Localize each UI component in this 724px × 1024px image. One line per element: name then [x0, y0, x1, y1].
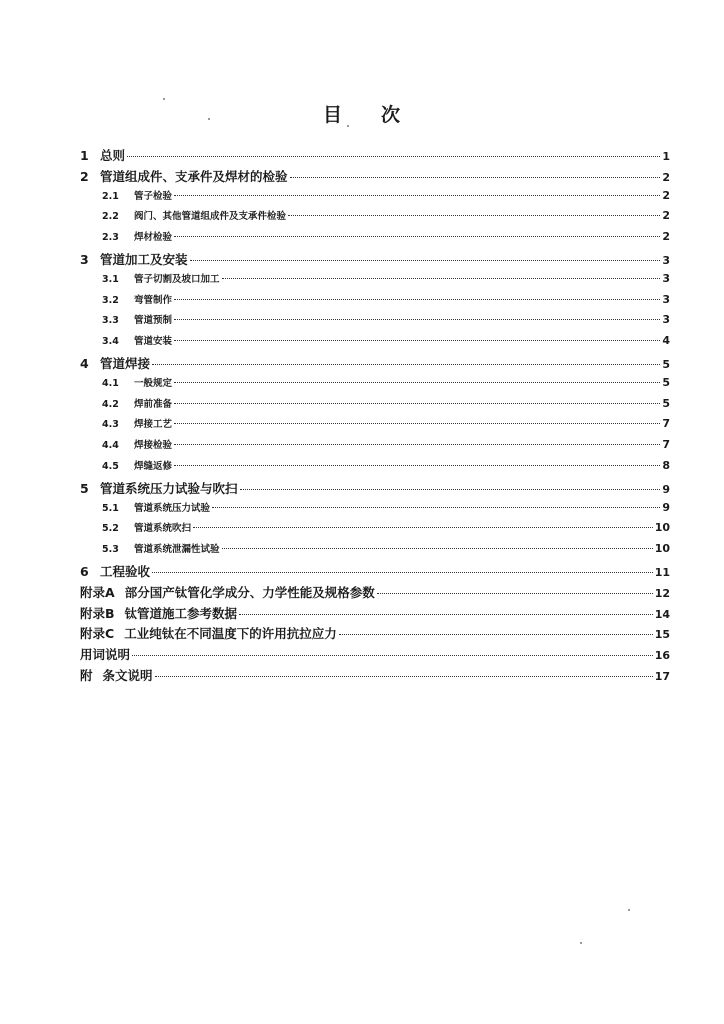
toc-entry-number: 6	[80, 563, 89, 579]
toc-entry-number: 4.3	[102, 419, 119, 431]
toc-entry-label: 管道组成件、支承件及焊材的检验	[100, 168, 288, 184]
toc-entry-label: 管道系统吹扫	[134, 523, 192, 535]
toc-entry-page-number: 3	[662, 313, 670, 327]
toc-entry-label: 钛管道施工参考数据	[124, 605, 238, 621]
toc-entry-label: 弯管制作	[134, 294, 173, 306]
toc-entry-label: 工程验收	[100, 563, 151, 579]
scan-speck	[163, 98, 165, 100]
page-title	[0, 100, 724, 127]
toc-entry-number: 4	[80, 355, 89, 371]
dot-leader	[132, 655, 653, 656]
toc-entry[interactable]	[80, 375, 670, 396]
toc-entry-page-number: 9	[662, 482, 670, 496]
toc-entry-page-number: 3	[662, 292, 670, 306]
toc-entry[interactable]	[80, 333, 670, 354]
toc-entry-number: 1	[80, 148, 89, 163]
toc-entry-number: 4.1	[102, 377, 119, 389]
toc-entry[interactable]	[80, 271, 670, 292]
toc-entry-page-number: 10	[654, 542, 670, 556]
toc-entry-page-number: 3	[662, 271, 670, 285]
toc-entry-label: 用词说明	[80, 647, 131, 663]
toc-entry[interactable]	[80, 666, 670, 687]
dot-leader	[174, 299, 660, 300]
dot-leader	[222, 548, 653, 549]
title-char-left: 目	[322, 104, 343, 126]
toc-entry-page-number: 7	[662, 417, 670, 431]
dot-leader	[127, 156, 660, 157]
dot-leader	[174, 319, 660, 320]
toc-entry-page-number: 12	[654, 586, 670, 600]
toc-entry-page-number: 2	[662, 209, 670, 223]
dot-leader	[190, 260, 660, 261]
toc-entry-number: 4.5	[102, 460, 119, 472]
dot-leader	[152, 364, 660, 365]
toc-entry-page-number: 4	[662, 334, 670, 348]
toc-entry-page-number: 8	[662, 458, 670, 472]
toc-entry-number: 附录B	[80, 605, 115, 621]
scan-speck	[580, 942, 582, 944]
toc-entry-label: 管道焊接	[100, 355, 151, 371]
toc-entry-page-number: 10	[654, 521, 670, 535]
toc-entry-number: 3	[80, 251, 89, 267]
toc-entry-number: 4.2	[102, 398, 119, 410]
toc-entry-page-number: 2	[662, 188, 670, 202]
toc-entry-number: 2.2	[102, 211, 119, 223]
toc-entry-label: 管道系统压力试验	[134, 502, 211, 514]
toc-entry[interactable]	[80, 229, 670, 250]
toc-entry[interactable]	[80, 208, 670, 229]
toc-entry-label: 管道系统泄漏性试验	[134, 544, 220, 556]
toc-entry-page-number: 5	[662, 375, 670, 389]
dot-leader	[174, 465, 660, 466]
toc-entry-page-number: 5	[662, 396, 670, 410]
toc-entry[interactable]	[80, 188, 670, 209]
toc-entry-label: 部分国产钛管化学成分、力学性能及规格参数	[124, 584, 375, 600]
dot-leader	[174, 195, 660, 196]
toc-entry-label: 条文说明	[102, 667, 153, 683]
dot-leader	[174, 340, 660, 341]
toc-entry-number: 3.4	[102, 336, 119, 348]
dot-leader	[377, 593, 653, 594]
dot-leader	[193, 527, 653, 528]
toc-entry[interactable]	[80, 479, 670, 500]
dot-leader	[212, 507, 660, 508]
scan-speck	[628, 909, 630, 911]
toc-entry[interactable]	[80, 167, 670, 188]
scan-speck	[208, 118, 210, 120]
dot-leader	[174, 236, 660, 237]
toc-entry-number: 5.3	[102, 544, 119, 556]
dot-leader	[174, 382, 660, 383]
toc-entry[interactable]	[80, 312, 670, 333]
toc-entry-number: 5.2	[102, 523, 119, 535]
toc-entry-label: 总则	[100, 148, 126, 163]
toc-entry[interactable]	[80, 645, 670, 666]
toc-entry-page-number: 3	[662, 253, 670, 267]
toc-entry-label: 一般规定	[134, 377, 173, 389]
toc-entry[interactable]	[80, 624, 670, 645]
toc-entry-label: 工业纯钛在不同温度下的许用抗拉应力	[124, 626, 337, 642]
dot-leader	[152, 572, 653, 573]
toc-entry-page-number: 5	[662, 357, 670, 371]
dot-leader	[288, 215, 660, 216]
toc-entry-page-number: 16	[654, 649, 670, 663]
toc-entry-page-number: 15	[654, 628, 670, 642]
toc-entry-number: 5	[80, 480, 89, 496]
scan-speck	[347, 125, 349, 127]
toc-entry[interactable]	[80, 583, 670, 604]
toc-entry-number: 附录A	[80, 584, 115, 600]
toc-entry-label: 焊缝返修	[134, 460, 173, 472]
toc-entry-number: 3.2	[102, 294, 119, 306]
dot-leader	[339, 634, 653, 635]
toc-entry-number: 2	[80, 168, 89, 184]
toc-entry-page-number: 7	[662, 438, 670, 452]
toc-entry-number: 3.1	[102, 273, 119, 285]
toc-entry-label: 管道预制	[134, 315, 173, 327]
toc-entry-number: 2.3	[102, 232, 119, 244]
dot-leader	[155, 676, 653, 677]
toc-entry-label: 管子检验	[134, 190, 173, 202]
toc-entry-label: 管道安装	[134, 336, 173, 348]
dot-leader	[174, 444, 660, 445]
toc-entry[interactable]	[80, 292, 670, 313]
toc-entry[interactable]	[80, 437, 670, 458]
toc-entry-label: 焊接检验	[134, 440, 173, 452]
dot-leader	[290, 177, 660, 178]
dot-leader	[239, 614, 653, 615]
toc-entry-number: 附	[80, 667, 93, 683]
title-char-right: 次	[381, 104, 402, 126]
toc-entry-number: 附录C	[80, 626, 115, 642]
toc-entry-label: 焊材检验	[134, 232, 173, 244]
toc-entry[interactable]	[80, 604, 670, 625]
toc-entry-label: 管道系统压力试验与吹扫	[100, 480, 238, 496]
toc-entry-number: 2.1	[102, 190, 119, 202]
toc-entry-page-number: 11	[654, 565, 670, 579]
toc-entry[interactable]	[80, 458, 670, 479]
toc-entry[interactable]	[80, 250, 670, 271]
toc-entry-label: 阀门、其他管道组成件及支承件检验	[134, 211, 287, 223]
toc-entry-page-number: 1	[662, 150, 670, 163]
toc-entry-label: 管道加工及安装	[100, 251, 188, 267]
toc-entry[interactable]	[80, 416, 670, 437]
toc-entry[interactable]	[80, 146, 670, 167]
dot-leader	[174, 403, 660, 404]
dot-leader	[222, 278, 660, 279]
toc-entry[interactable]	[80, 500, 670, 521]
toc-entry-page-number: 2	[662, 230, 670, 244]
toc-entry-page-number: 9	[662, 500, 670, 514]
toc-entry[interactable]	[80, 541, 670, 562]
toc-entry-number: 3.3	[102, 315, 119, 327]
toc-entry-page-number: 17	[654, 669, 670, 683]
toc-entry-number: 5.1	[102, 502, 119, 514]
toc-entry-number: 4.4	[102, 440, 119, 452]
toc-entry[interactable]	[80, 520, 670, 541]
toc-entry[interactable]	[80, 354, 670, 375]
toc-entry-page-number: 14	[654, 607, 670, 621]
toc-entry-label: 焊前准备	[134, 398, 173, 410]
table-of-contents	[80, 146, 670, 687]
dot-leader	[240, 489, 660, 490]
toc-entry-label: 管子切割及坡口加工	[134, 273, 220, 285]
toc-entry-page-number: 2	[662, 170, 670, 184]
toc-entry[interactable]	[80, 562, 670, 583]
toc-entry[interactable]	[80, 396, 670, 417]
dot-leader	[174, 423, 660, 424]
toc-entry-label: 焊接工艺	[134, 419, 173, 431]
